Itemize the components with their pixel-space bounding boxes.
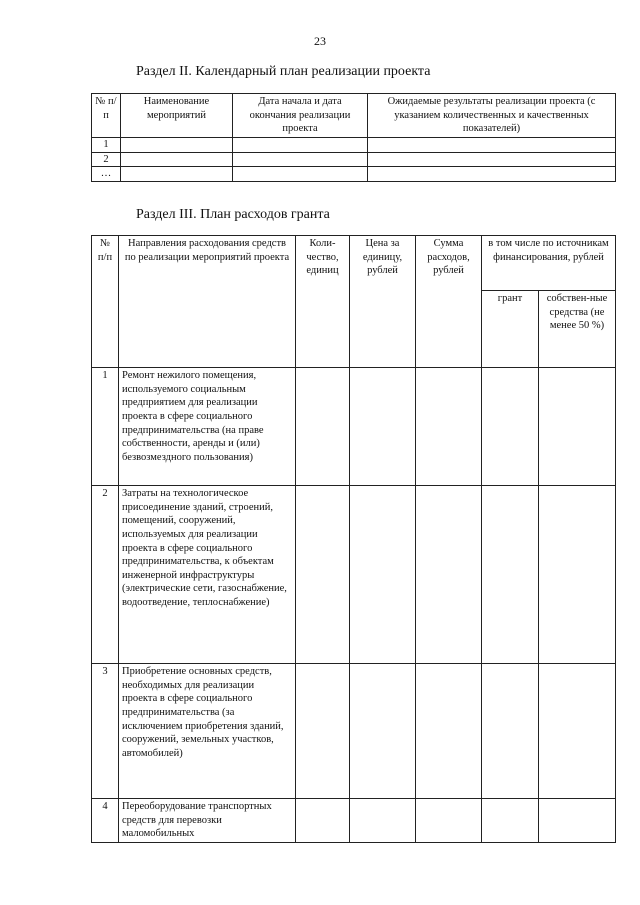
row-number: … (92, 167, 121, 182)
empty-cell[interactable] (368, 167, 616, 182)
header-number: № п/п (92, 94, 121, 138)
expenses-header-row-1 (92, 236, 616, 291)
empty-cell[interactable] (350, 486, 416, 664)
empty-cell[interactable] (121, 137, 233, 152)
table-row (92, 664, 616, 799)
header-expected-results: Ожидаемые результаты реализации проекта (с указанием количественных и качественных показателей) (368, 94, 616, 138)
section-2-title: Раздел II. Календарный план реализации проекта (136, 64, 431, 79)
row-description: Переоборудование транспортных средств для перевозки маломобильных (119, 799, 296, 843)
empty-cell[interactable] (350, 664, 416, 799)
empty-cell[interactable] (233, 137, 368, 152)
empty-cell[interactable] (416, 664, 482, 799)
header-own-funds: собствен-ные средства (не менее 50 %) (539, 291, 616, 368)
header-grant: грант (482, 291, 539, 368)
header-number: № п/п (92, 236, 119, 368)
row-number: 3 (92, 664, 119, 799)
empty-cell[interactable] (368, 152, 616, 167)
row-number: 2 (92, 486, 119, 664)
empty-cell[interactable] (482, 486, 539, 664)
empty-cell[interactable] (482, 799, 539, 843)
grant-expenses-table (91, 235, 616, 843)
empty-cell[interactable] (121, 152, 233, 167)
table-row (92, 799, 616, 843)
empty-cell[interactable] (416, 368, 482, 486)
page-number: 23 (314, 34, 326, 48)
calendar-plan-header-row (92, 94, 616, 138)
row-number: 1 (92, 137, 121, 152)
empty-cell[interactable] (539, 664, 616, 799)
row-description: Приобретение основных средств, необходимых для реализации проекта в сфере социального предпринимательства (за исключением приобретения зданий, сооружений, земельных участков, автомобилей) (119, 664, 296, 799)
empty-cell[interactable] (482, 368, 539, 486)
table-row (92, 152, 616, 167)
row-description: Затраты на технологическое присоединение зданий, строений, помещений, сооружений, используемых для реализации проекта в сфере социального предпринимательства, к объектам инженерной инфраструктуры (электрические сети, газоснабжение, водоотведение, теплоснабжение) (119, 486, 296, 664)
table-row (92, 368, 616, 486)
empty-cell[interactable] (233, 152, 368, 167)
header-quantity: Коли-чество, единиц (296, 236, 350, 368)
empty-cell[interactable] (296, 664, 350, 799)
empty-cell[interactable] (539, 486, 616, 664)
empty-cell[interactable] (368, 137, 616, 152)
table-row (92, 137, 616, 152)
empty-cell[interactable] (350, 799, 416, 843)
row-number: 4 (92, 799, 119, 843)
section-3-title: Раздел III. План расходов гранта (136, 207, 330, 222)
header-direction: Направления расходования средств по реализации мероприятий проекта (119, 236, 296, 368)
empty-cell[interactable] (296, 486, 350, 664)
empty-cell[interactable] (296, 368, 350, 486)
empty-cell[interactable] (121, 167, 233, 182)
empty-cell[interactable] (416, 799, 482, 843)
empty-cell[interactable] (482, 664, 539, 799)
header-dates: Дата начала и дата окончания реализации проекта (233, 94, 368, 138)
header-event-name: Наименование мероприятий (121, 94, 233, 138)
row-description: Ремонт нежилого помещения, используемого социальным предприятием для реализации проекта в сфере социального предпринимательства (на праве собственности, аренды и (или) безвозмездного пользования) (119, 368, 296, 486)
table-row (92, 167, 616, 182)
empty-cell[interactable] (539, 368, 616, 486)
row-number: 2 (92, 152, 121, 167)
calendar-plan-table (91, 93, 616, 182)
empty-cell[interactable] (416, 486, 482, 664)
empty-cell[interactable] (539, 799, 616, 843)
table-row (92, 486, 616, 664)
empty-cell[interactable] (233, 167, 368, 182)
empty-cell[interactable] (296, 799, 350, 843)
header-price: Цена за единицу, рублей (350, 236, 416, 368)
header-sum: Сумма расходов, рублей (416, 236, 482, 368)
empty-cell[interactable] (350, 368, 416, 486)
header-sources: в том числе по источникам финансирования, рублей (482, 236, 616, 291)
row-number: 1 (92, 368, 119, 486)
